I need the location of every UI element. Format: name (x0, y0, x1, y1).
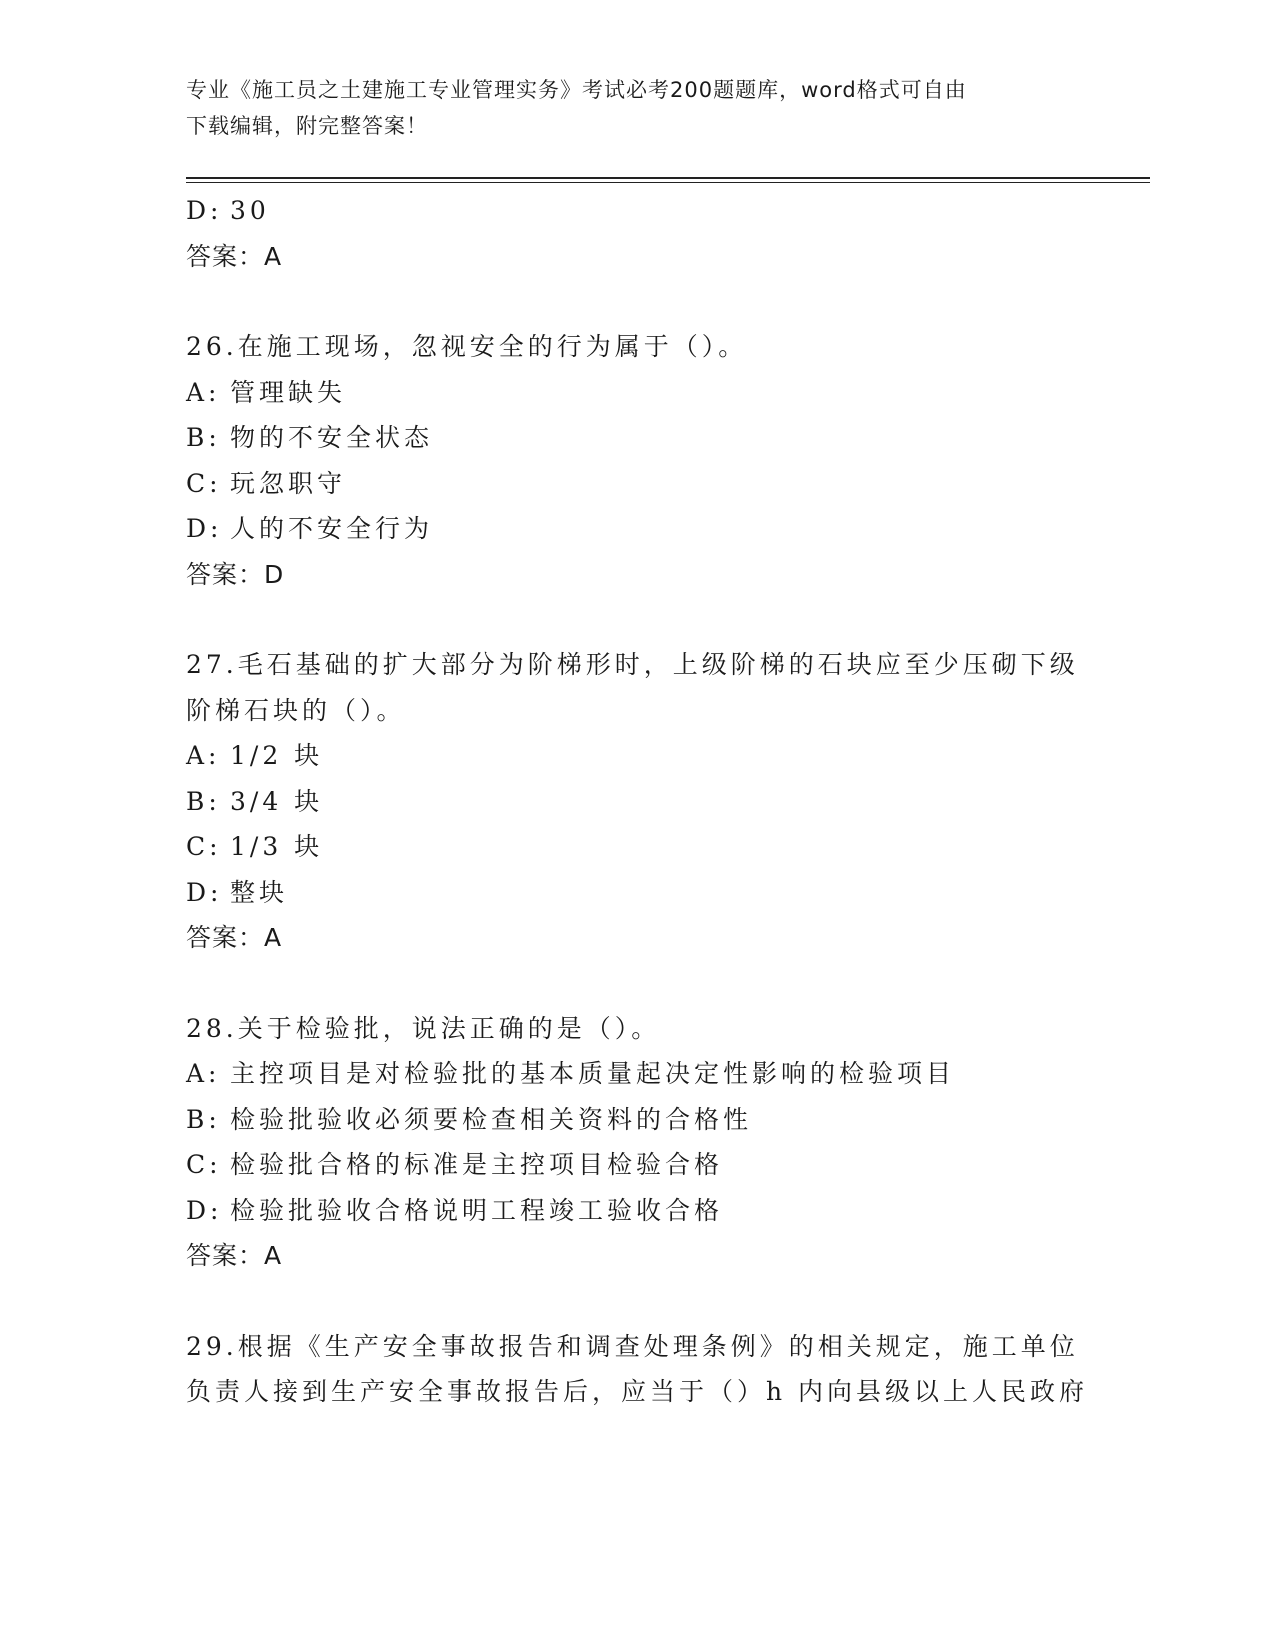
option-label: C: (186, 1150, 222, 1179)
option-text: 主控项目是对检验批的基本质量起决定性影响的检验项目 (230, 1059, 956, 1088)
option-label: D: (186, 196, 223, 225)
option-text: 管理缺失 (230, 377, 347, 407)
option-label: B: (186, 786, 221, 816)
answer: 答案：A (186, 923, 283, 952)
option-label: B: (186, 423, 221, 452)
header-divider-bottom (186, 182, 1150, 183)
option-d (186, 188, 1086, 234)
question-28 (186, 1006, 1086, 1279)
option-label: B: (186, 1104, 221, 1134)
option-text: 整块 (230, 877, 289, 907)
option-label: D: (186, 514, 223, 543)
option-label: A: (186, 741, 221, 770)
option-c (186, 824, 1086, 870)
option-b (186, 1097, 1086, 1143)
option-text: 3/4 块 (230, 786, 324, 816)
option-text: 检验批合格的标准是主控项目检验合格 (230, 1150, 724, 1179)
page-header (186, 72, 1066, 144)
answer: 答案：A (186, 241, 283, 271)
option-label: A: (186, 377, 221, 407)
option-text: 检验批验收合格说明工程竣工验收合格 (230, 1195, 724, 1225)
question-list (186, 188, 1089, 1415)
question-stem: 29.根据《生产安全事故报告和调查处理条例》的相关规定，施工单位 (186, 1331, 1079, 1361)
option-label: D: (186, 1195, 223, 1225)
question-stem: 28.关于检验批，说法正确的是（）。 (186, 1013, 661, 1043)
option-b (186, 779, 1086, 825)
option-text: 人的不安全行为 (230, 514, 434, 543)
question-stem-continued: 阶梯石块的（）。 (186, 695, 406, 725)
question-27 (186, 642, 1086, 961)
header-divider-top (186, 177, 1150, 179)
question-stem: 26.在施工现场，忽视安全的行为属于（）。 (186, 332, 748, 361)
option-d (186, 870, 1086, 916)
option-a (186, 370, 1086, 416)
option-a (186, 1051, 1086, 1097)
option-text: 玩忽职守 (230, 468, 347, 498)
question-stem: 27.毛石基础的扩大部分为阶梯形时，上级阶梯的石块应至少压砌下级 (186, 650, 1079, 679)
question-29 (186, 1324, 1089, 1415)
option-d (186, 506, 1086, 552)
option-text: 检验批验收必须要检查相关资料的合格性 (230, 1104, 753, 1134)
option-label: A: (186, 1059, 221, 1088)
answer: 答案：A (186, 1241, 283, 1270)
answer: 答案：D (186, 559, 285, 589)
option-text: 物的不安全状态 (230, 423, 434, 452)
option-label: C: (186, 832, 222, 861)
question-stem-continued: 负责人接到生产安全事故报告后，应当于（）h 内向县级以上人民政府 (186, 1377, 1089, 1406)
option-c (186, 1142, 1086, 1188)
option-c (186, 461, 1086, 507)
question-26 (186, 324, 1086, 597)
option-a (186, 733, 1086, 779)
option-label: C: (186, 468, 222, 498)
question-25-tail (186, 188, 1086, 279)
header-line-2: 下载编辑，附完整答案！ (186, 114, 428, 138)
option-text: 1/3 块 (230, 832, 324, 861)
header-line-1: 专业《施工员之土建施工专业管理实务》考试必考200题题库，word格式可自由 (186, 78, 967, 102)
option-b (186, 415, 1086, 461)
option-text: 30 (230, 196, 270, 225)
option-label: D: (186, 877, 223, 907)
option-d (186, 1188, 1086, 1234)
option-text: 1/2 块 (230, 741, 324, 770)
